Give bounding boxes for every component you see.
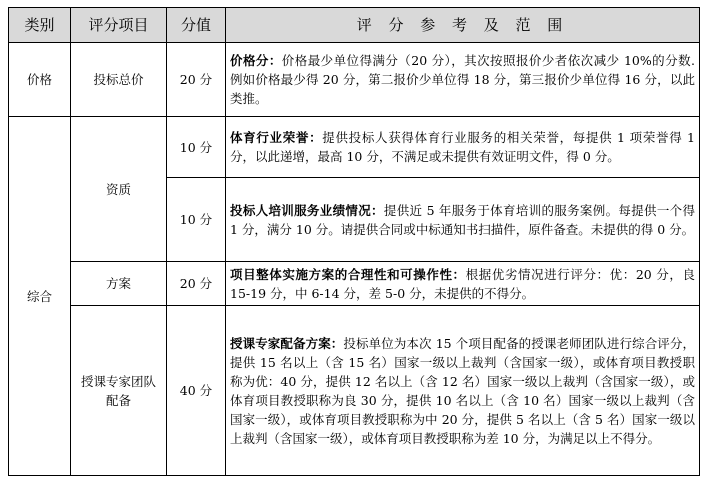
reference-honor: [226, 117, 700, 178]
score-plan: 20 分: [167, 262, 226, 306]
table-row-price: [9, 43, 700, 117]
reference-plan: [226, 262, 700, 306]
score-training: 10 分: [167, 178, 226, 262]
reference-text: 投标单位为本次 15 个项目配备的授课老师团队进行综合评分，提供 15 名以上（含 15 名）国家一级以上裁判（含国家一级），或体育项目教授职称为优：40 分，提供 12 名以上（含 12 名）国家一级以上裁判（含国家一级），或体育项目教授职称为良 30 分，提供 10 名以上（含 10 名）国家一级以上裁判（含国家一级），或体育项目教授职称为中 20 分，提供 5 名以上（含 5 名）国家一级以上裁判（含国家一级），或体育项目教授职称为差 10 分，为满足以上不得分。: [230, 335, 695, 446]
score-price: 20 分: [167, 43, 226, 117]
header-reference: 评 分 参 考 及 范 围: [226, 8, 700, 43]
reference-text: 根据优劣情况进行评分：优：20 分，良 15-19 分，中 6-14 分，差 5-0 分，未提供的不得分。: [230, 266, 695, 301]
reference-training: [226, 178, 700, 262]
header-item: 评分项目: [71, 8, 167, 43]
score-honor: 10 分: [167, 117, 226, 178]
reference-text: 价格最少单位得满分（20 分），其次按照报价少者依次减少 10%的分数. 例如价格最少得 20 分，第二报价少单位得 18 分，第三报价少单位得 16 分，以此类推。: [230, 53, 695, 106]
reference-price: [226, 43, 700, 117]
item-expert-team: 授课专家团队配备: [71, 306, 167, 476]
reference-text: 提供投标人获得体育行业服务的相关荣誉，每提供 1 项荣誉得 1 分，以此递增，最高 10 分，不满足或未提供有效证明文件，得 0 分。: [230, 130, 695, 164]
item-qualification: 资质: [71, 117, 167, 262]
item-plan: 方案: [71, 262, 167, 306]
reference-experts: [226, 306, 700, 476]
score-experts: 40 分: [167, 306, 226, 476]
reference-title: 授课专家配备方案：: [230, 335, 344, 351]
table-row-honor: [9, 117, 700, 178]
header-row: [9, 8, 700, 43]
category-composite: 综合: [9, 117, 71, 476]
reference-text: 提供近 5 年服务于体育培训的服务案例。每提供一个得 1 分，满分 10 分。请提供合同或中标通知书扫描件，原件备查。未提供的得 0 分。: [230, 202, 695, 237]
table-row-plan: [9, 262, 700, 306]
scoring-table: [8, 7, 700, 476]
header-category: 类别: [9, 8, 71, 43]
item-total-bid-price: 投标总价: [71, 43, 167, 117]
header-score: 分值: [167, 8, 226, 43]
reference-title: 投标人培训服务业绩情况：: [230, 202, 384, 218]
table-row-experts: [9, 306, 700, 476]
reference-title: 项目整体实施方案的合理性和可操作性：: [230, 266, 466, 282]
reference-title: 价格分：: [230, 53, 282, 68]
reference-title: 体育行业荣誉：: [230, 130, 323, 145]
category-price: 价格: [9, 43, 71, 117]
